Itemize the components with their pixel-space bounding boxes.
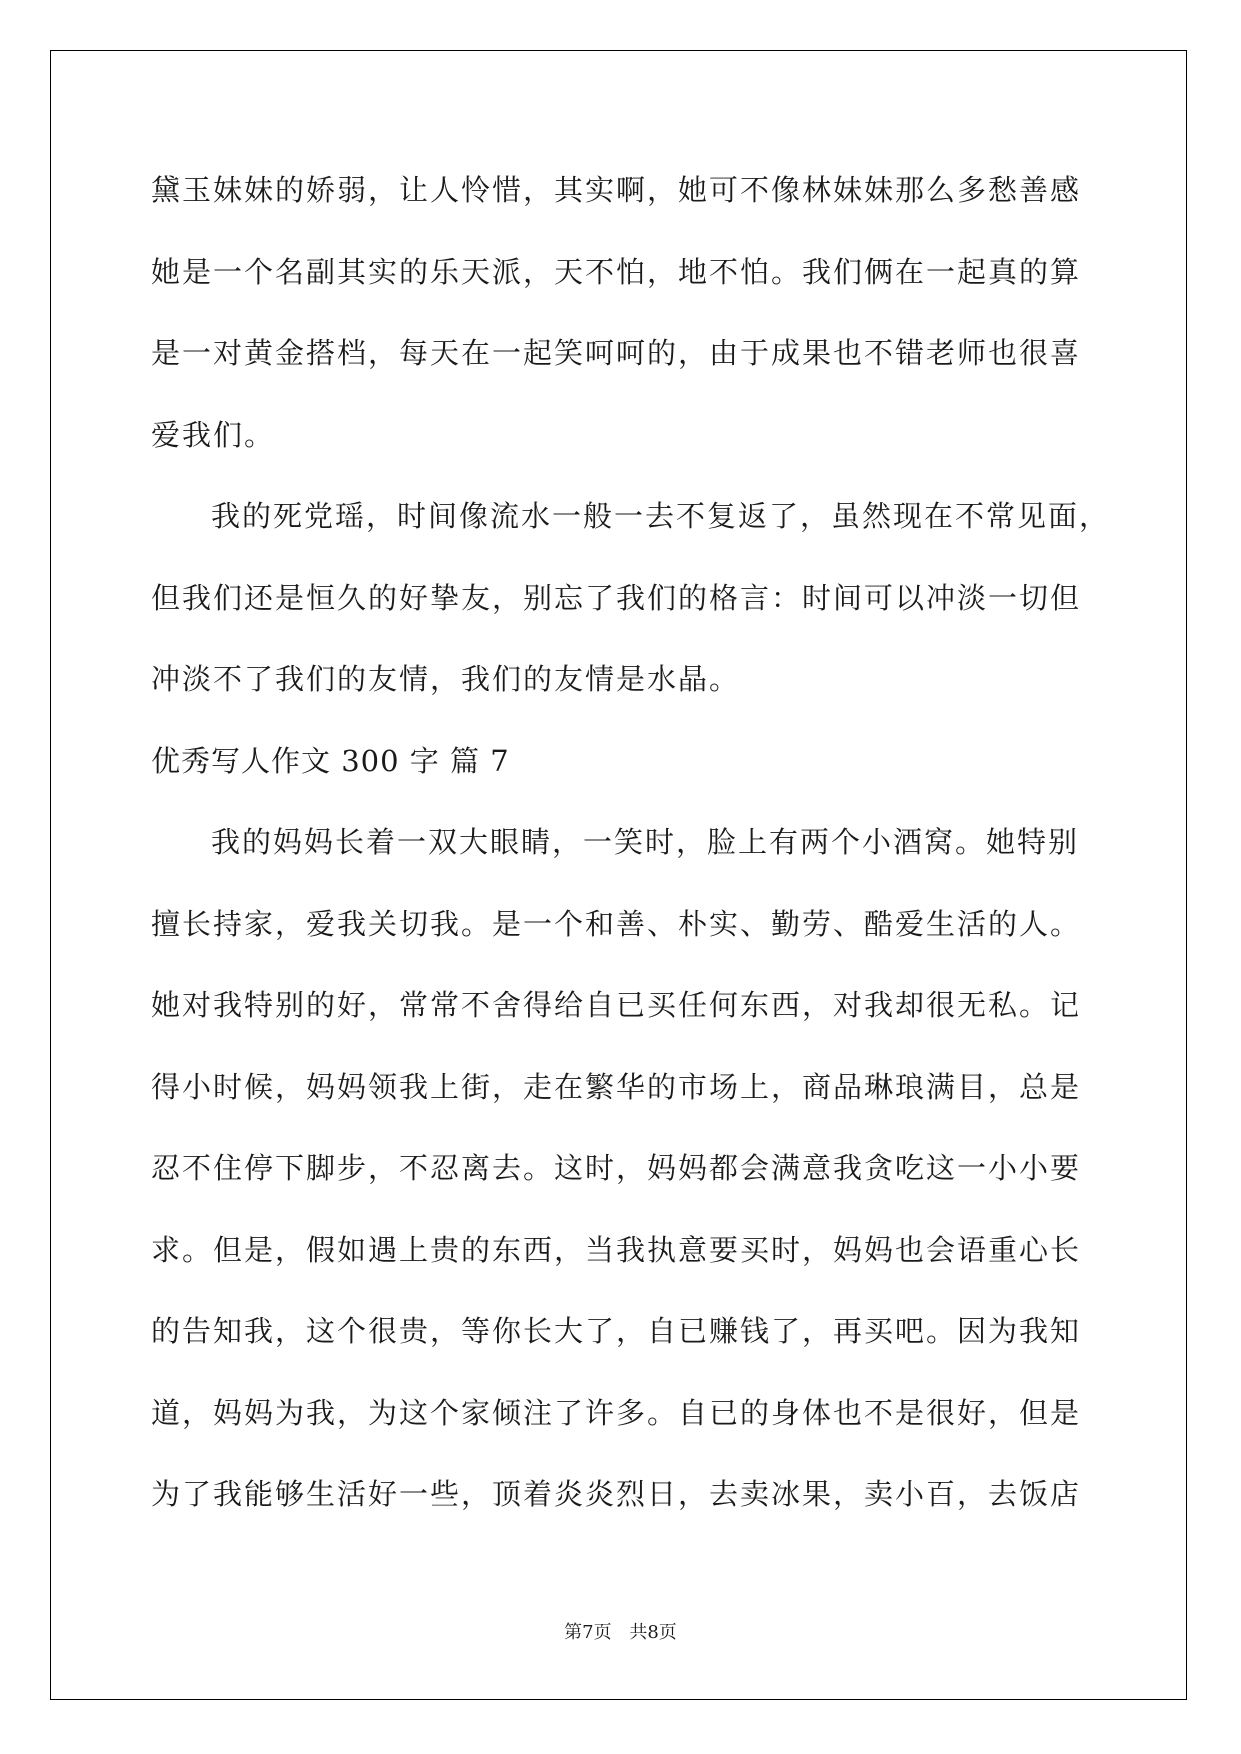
text-line: 道，妈妈为我，为这个家倾注了许多。自已的身体也不是很好，但是 — [151, 1395, 1082, 1430]
text-line: 是一对黄金搭档，每天在一起笑呵呵的，由于成果也不错老师也很喜 — [151, 336, 1082, 370]
text-line: 得小时候，妈妈领我上街，走在繁华的市场上，商品琳琅满目，总是 — [151, 1069, 1082, 1104]
text-line: 她是一个名副其实的乐天派，天不怕，地不怕。我们俩在一起真的算 — [151, 254, 1082, 289]
text-line: 但我们还是恒久的好挚友，别忘了我们的格言：时间可以冲淡一切但 — [151, 580, 1082, 615]
text-line: 擅长持家，爱我关切我。是一个和善、朴实、勤劳、酷爱生活的人。 — [151, 906, 1082, 941]
text-line: 我的死党瑶，时间像流水一般一去不复返了，虽然现在不常见面， — [211, 499, 1111, 533]
text-line: 为了我能够生活好一些，顶着炎炎烈日，去卖冰果，卖小百，去饭店 — [151, 1477, 1082, 1511]
text-line: 黛玉妹妹的娇弱，让人怜惜，其实啊，她可不像林妹妹那么多愁善感 — [151, 173, 1082, 207]
text-line: 的告知我，这个很贵，等你长大了，自已赚钱了，再买吧。因为我知 — [151, 1314, 1082, 1348]
total-pages-label: 共8页 — [629, 1622, 677, 1643]
text-line: 我的妈妈长着一双大眼睛，一笑时，脸上有两个小酒窝。她特别 — [211, 825, 1080, 859]
text-line: 爱我们。 — [151, 417, 276, 452]
current-page-label: 第7页 — [564, 1622, 612, 1643]
document-body — [151, 150, 1111, 1536]
page-footer — [0, 1618, 1241, 1644]
text-line: 冲淡不了我们的友情，我们的友情是水晶。 — [151, 662, 741, 696]
text-line: 忍不住停下脚步，不忍离去。这时，妈妈都会满意我贪吃这一小小要 — [151, 1151, 1082, 1185]
section-heading: 优秀写人作文 300 字 篇 7 — [151, 743, 510, 778]
text-line: 她对我特别的好，常常不舍得给自已买任何东西，对我却很无私。记 — [151, 988, 1082, 1022]
text-line: 求。但是，假如遇上贵的东西，当我执意要买时，妈妈也会语重心长 — [151, 1232, 1082, 1267]
